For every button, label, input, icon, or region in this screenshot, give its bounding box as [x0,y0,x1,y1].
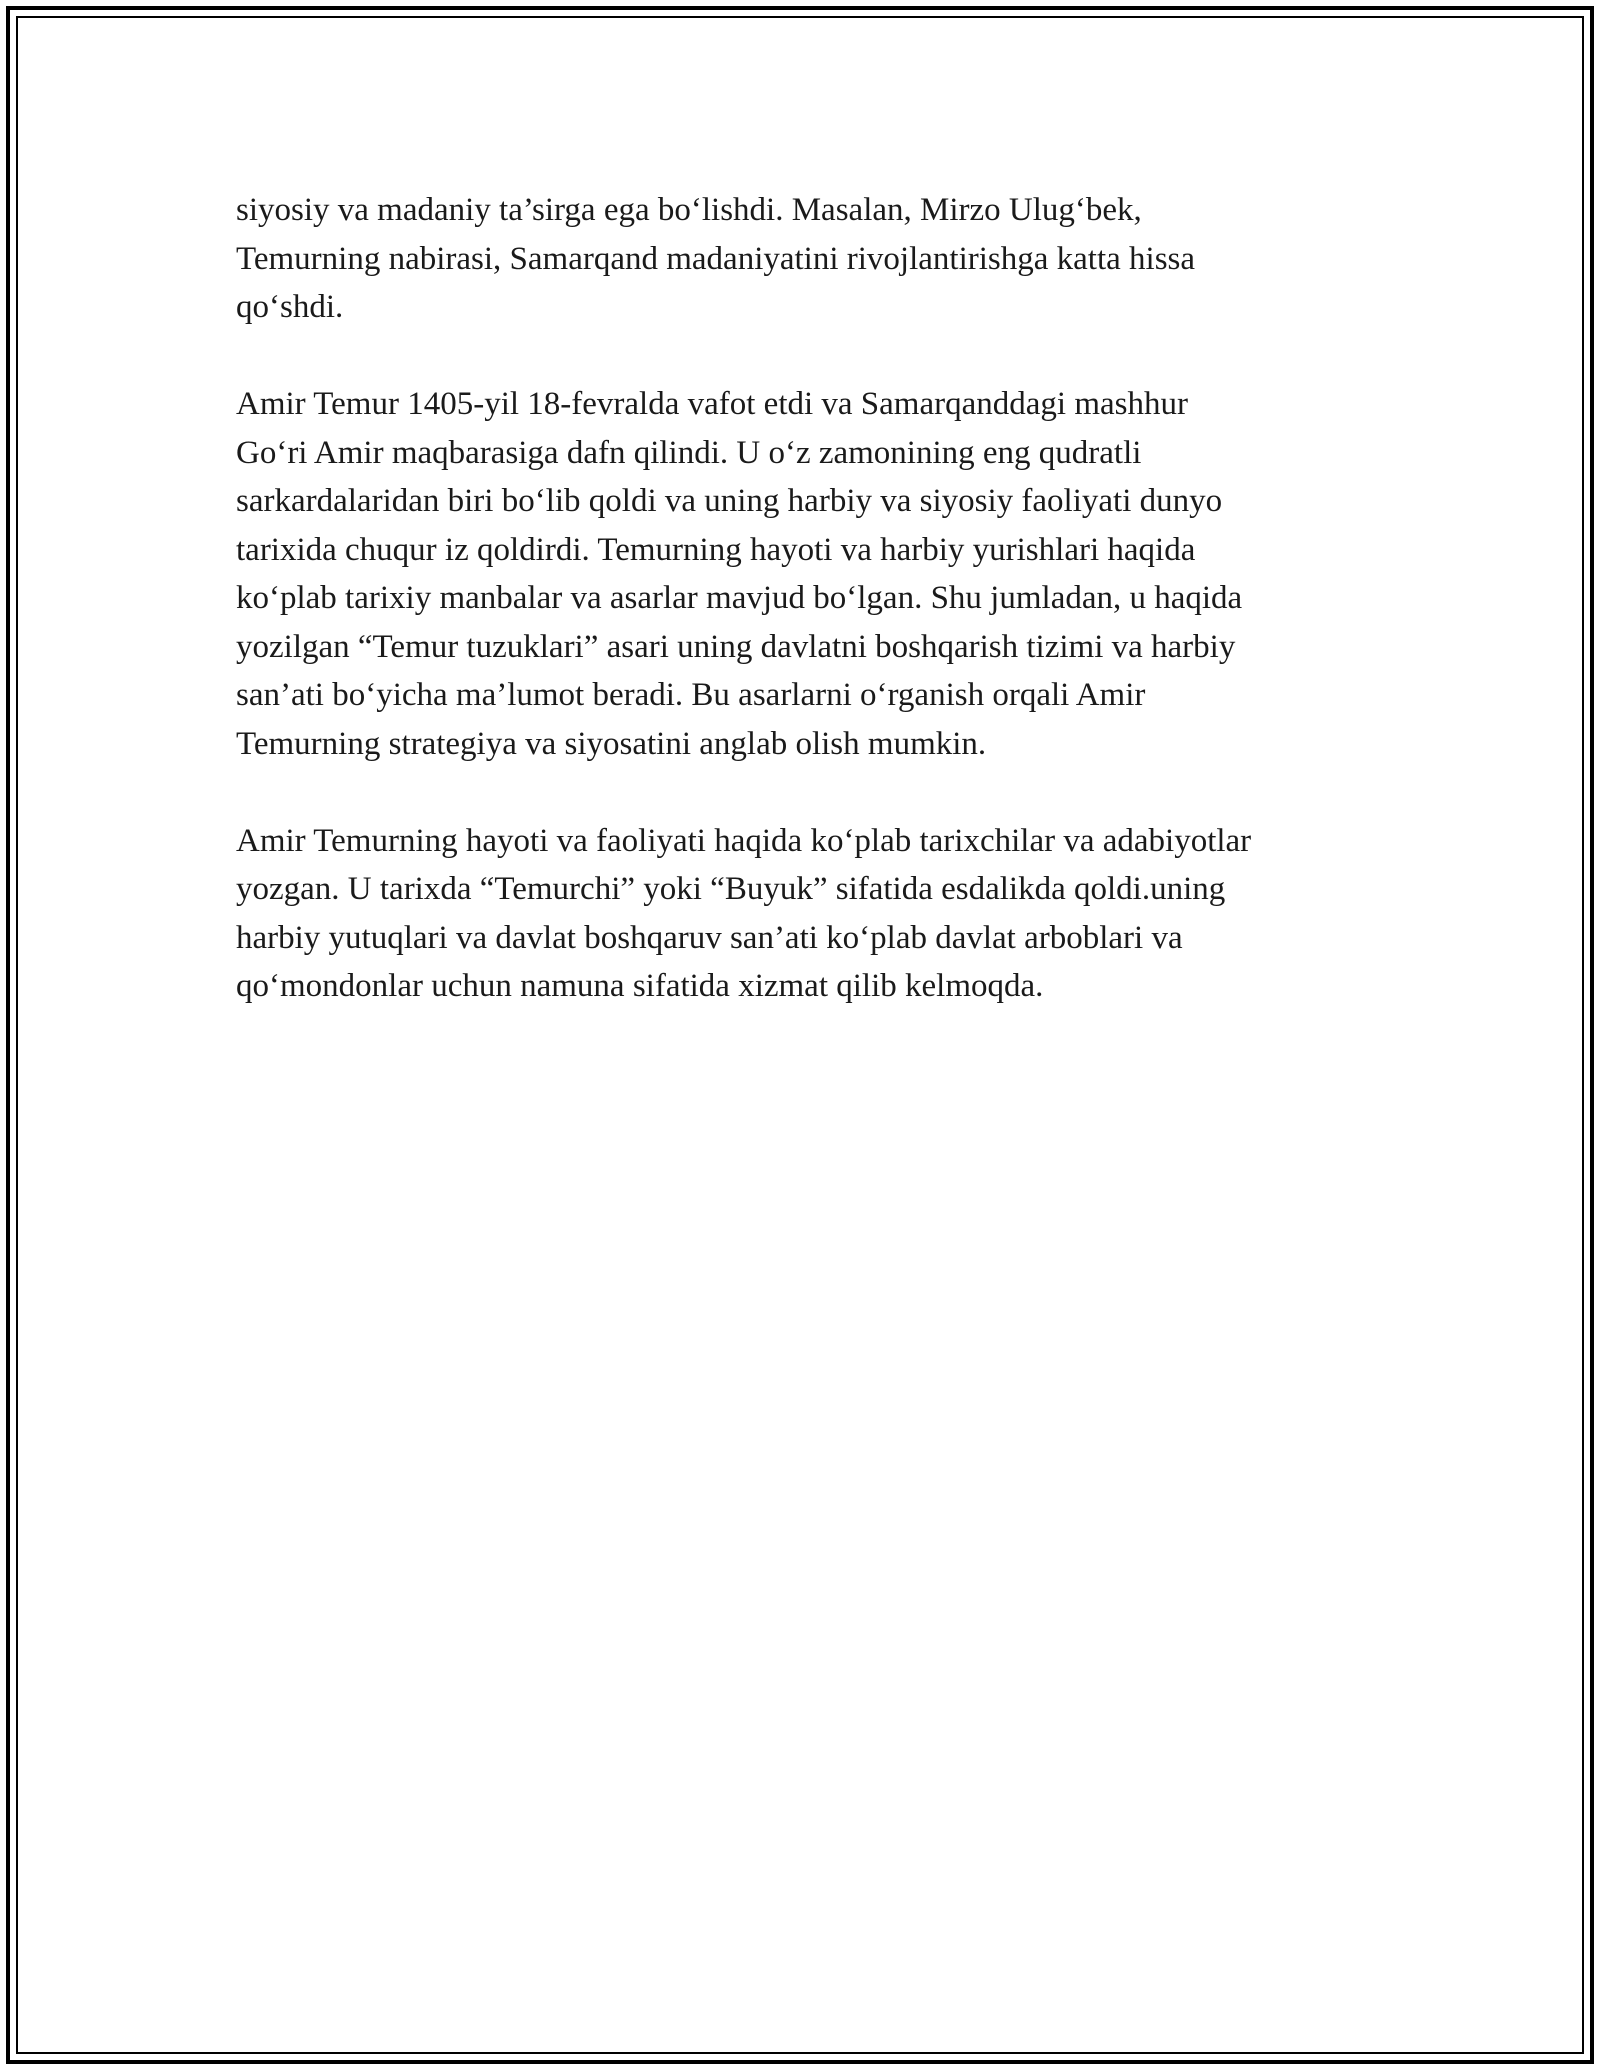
text-line: tarixida chuqur iz qoldirdi. Temurning hayoti va harbiy yurishlari haqida [236,531,1196,568]
text-line: Temurning strategiya va siyosatini anglab olish mumkin. [236,725,987,762]
text-line: harbiy yutuqlari va davlat boshqaruv san’ati ko‘plab davlat arboblari va [236,919,1183,956]
text-line: Amir Temur 1405-yil 18-fevralda vafot etdi va Samarqanddagi mashhur [236,386,1188,422]
text-line: qo‘shdi. [236,289,344,325]
paragraph-3 [236,817,1386,1011]
text-line: yozilgan “Temur tuzuklari” asari uning davlatni boshqarish tizimi va harbiy [236,628,1236,665]
text-line: Go‘ri Amir maqbarasiga dafn qilindi. U o‘z zamonining eng qudratli [236,434,1142,471]
text-line: san’ati bo‘yicha ma’lumot beradi. Bu asarlarni o‘rganish orqali Amir [236,677,1146,713]
text-line: Temurning nabirasi, Samarqand madaniyatini rivojlantirishga katta hissa [236,240,1196,277]
text-line: ko‘plab tarixiy manbalar va asarlar mavjud bo‘lgan. Shu jumladan, u haqida [236,580,1243,616]
paragraph-2 [236,380,1386,768]
document-body [236,186,1386,1059]
text-line: yozgan. U tarixda “Temurchi” yoki “Buyuk” sifatida esdalikda qoldi.uning [236,871,1226,907]
text-line: Amir Temurning hayoti va faoliyati haqida ko‘plab tarixchilar va adabiyotlar [236,822,1252,859]
paragraph-1 [236,186,1386,332]
text-line: sarkardalaridan biri bo‘lib qoldi va uning harbiy va siyosiy faoliyati dunyo [236,483,1223,519]
text-line: siyosiy va madaniy ta’sirga ega bo‘lishdi. Masalan, Mirzo Ulug‘bek, [236,192,1142,228]
text-line: qo‘mondonlar uchun namuna sifatida xizmat qilib kelmoqda. [236,968,1044,1004]
